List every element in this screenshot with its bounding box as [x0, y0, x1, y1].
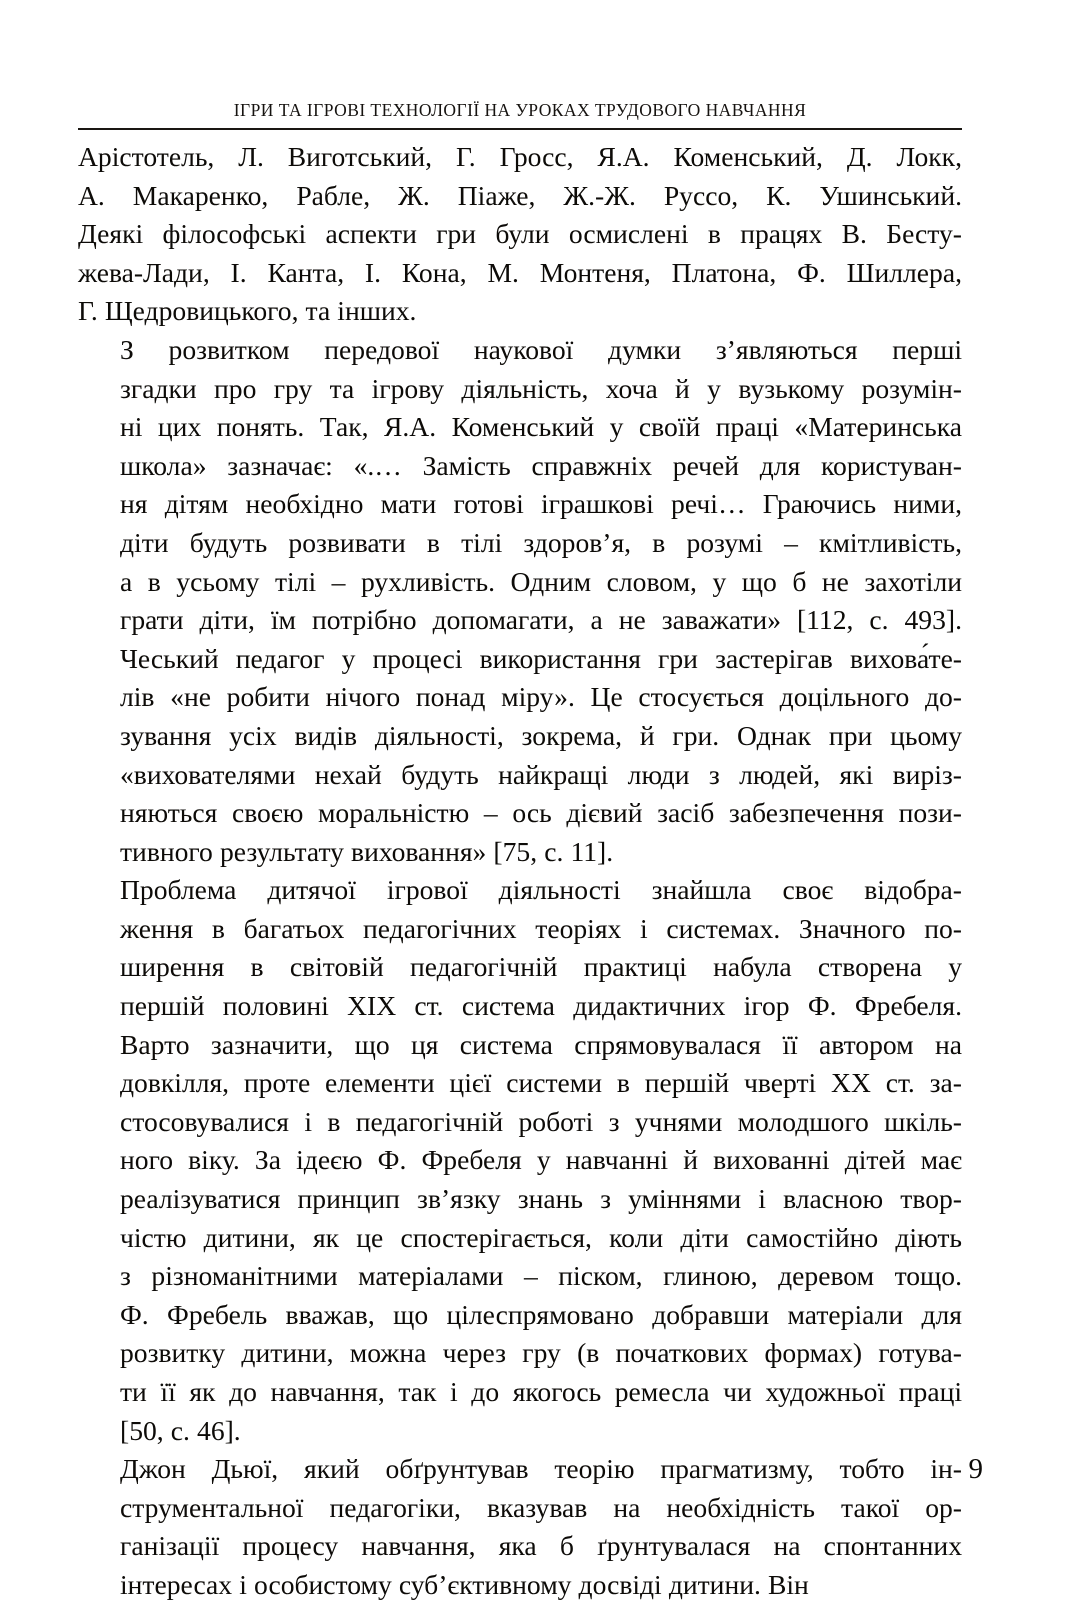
text-line: довкілля, проте елементи цієї системи в першій чверті XX ст. за-: [120, 1067, 962, 1099]
page-number: 9: [968, 1453, 983, 1485]
paragraph: [78, 138, 962, 331]
text-line: розвитку дитини, можна через гру (в початкових формах) готува-: [120, 1337, 962, 1369]
text-line: першій половині XIX ст. система дидактичних ігор Ф. Фребеля.: [120, 990, 962, 1022]
text-line: грати діти, їм потрібно допомагати, а не заважати» [112, с. 493].: [120, 604, 962, 636]
text-line: ні цих понять. Так, Я.А. Коменський у своїй праці «Материнська: [120, 411, 962, 443]
text-line: ширення в світовій педагогічній практиці набула створена у: [120, 951, 962, 983]
text-line: жева-Лади, І. Канта, І. Кона, М. Монтеня, Платона, Ф. Шиллера,: [78, 256, 962, 288]
paragraph: [78, 331, 962, 871]
text-line: діти будуть розвивати в тілі здоров’я, в розумі – кмітливість,: [120, 526, 962, 558]
text-line: ного віку. За ідеєю Ф. Фребеля у навчанні й вихованні дітей має: [120, 1144, 962, 1176]
text-line: няються своєю моральністю – ось дієвий засіб забезпечення пози-: [120, 797, 962, 829]
paragraph: [78, 1450, 962, 1604]
text-line: зування усіх видів діяльності, зокрема, й гри. Однак при цьому: [120, 719, 962, 751]
text-line: Проблема дитячої ігрової діяльності знайшла своє відобра-: [120, 874, 962, 906]
text-line: лів «не робити нічого понад міру». Це стосується доцільного до-: [120, 681, 962, 713]
text-line: Варто зазначити, що ця система спрямовувалася її автором на: [120, 1028, 962, 1060]
text-line: школа» зазначає: «.… Замість справжніх речей для користуван-: [120, 449, 962, 481]
text-line: з різноманітними матеріалами – піском, глиною, деревом тощо.: [120, 1260, 962, 1292]
text-line: а в усьому тілі – рухливість. Одним словом, у що б не захотіли: [120, 565, 962, 597]
running-head: ІГРИ ТА ІГРОВІ ТЕХНОЛОГІЇ НА УРОКАХ ТРУДОВОГО НАВЧАННЯ: [233, 100, 807, 120]
text-line: Арістотель, Л. Виготський, Г. Гросс, Я.А. Коменський, Д. Локк,: [78, 141, 962, 172]
text-line: ганізації процесу навчання, яка б ґрунтувалася на спонтанних: [120, 1530, 962, 1562]
text-line: Джон Дьюї, який обґрунтував теорію прагматизму, тобто ін-: [120, 1453, 962, 1485]
text-line: згадки про гру та ігрову діяльність, хоча й у вузькому розумін-: [120, 372, 962, 404]
header-divider-rule: [78, 128, 962, 130]
body-text-block: [78, 138, 962, 1605]
text-line: Г. Щедровицького, та інших.: [78, 295, 417, 327]
text-line: ження в багатьох педагогічних теоріях і системах. Значного по-: [120, 912, 962, 944]
text-line: ти її як до навчання, так і до якогось ремесла чи художньої праці: [120, 1376, 962, 1407]
text-line: чістю дитини, як це спостерігається, коли діти самостійно діють: [120, 1221, 962, 1253]
text-line: «вихователями нехай будуть найкращі люди з людей, які виріз-: [120, 758, 962, 790]
text-line: З розвитком передової наукової думки з’являються перші: [120, 333, 962, 365]
text-line: Чеський педагог у процесі використання гри застерігав вихова́те-: [120, 642, 962, 674]
text-line: ня дітям необхідно мати готові іграшкові речі… Граючись ними,: [120, 488, 962, 520]
text-line: інтересах і особистому суб’єктивному досвіді дитини. Він: [120, 1568, 809, 1600]
text-line: тивного результату виховання» [75, с. 11].: [120, 835, 614, 867]
text-line: стосовувалися і в педагогічній роботі з учнями молодшого шкіль-: [120, 1105, 962, 1137]
text-line: струментальної педагогіки, вказував на необхідність такої ор-: [120, 1491, 962, 1523]
text-line: реалізуватися принцип зв’язку знань з уміннями і власною твор-: [120, 1183, 962, 1215]
text-line: Ф. Фребель вважав, що цілеспрямовано добравши матеріали для: [120, 1298, 962, 1330]
text-line: [50, с. 46].: [120, 1414, 241, 1446]
text-line: Деякі філософські аспекти гри були осмислені в працях В. Бесту-: [78, 218, 962, 250]
paragraph: [78, 871, 962, 1450]
text-line: А. Макаренко, Рабле, Ж. Піаже, Ж.-Ж. Руссо, К. Ушинський.: [78, 179, 962, 211]
